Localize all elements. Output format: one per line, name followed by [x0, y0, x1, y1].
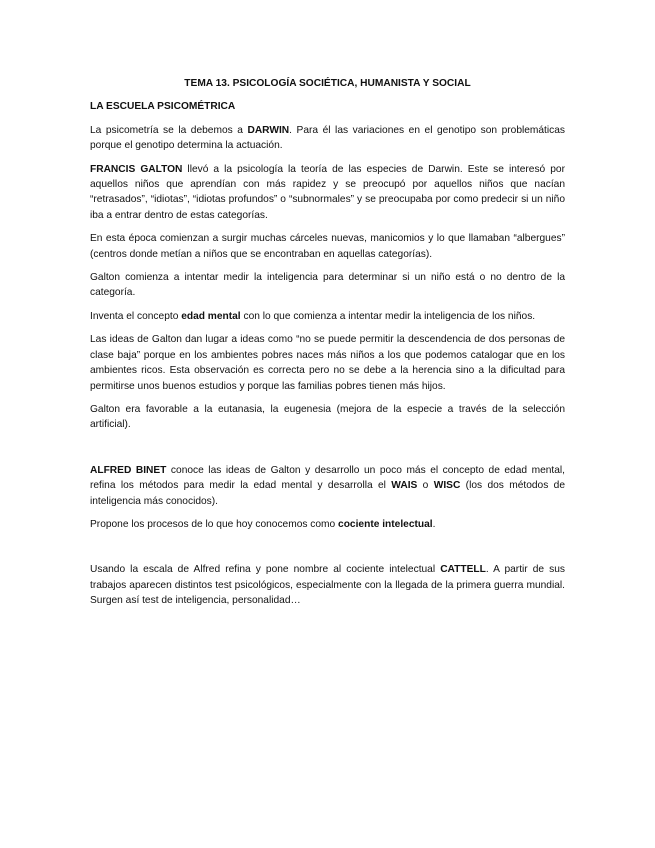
- bold-cociente-intelectual: cociente intelectual: [338, 518, 433, 530]
- paragraph-carceles: En esta época comienzan a surgir muchas cárceles nuevas, manicomios y lo que llamaban “albergues” (centros donde metían a niños que se encontraban en aquellas categorías).: [90, 233, 565, 260]
- paragraph-cattell: Usando la escala de Alfred refina y pone nombre al cociente intelectual CATTELL. A partir de sus trabajos aparecen distintos test psicológicos, especialmente con la llegada de la primera guerra mundial. Surgen así test de inteligencia, personalidad…: [90, 564, 565, 607]
- document-body: [90, 76, 565, 617]
- paragraph-galton-medir: Galton comienza a intentar medir la inteligencia para determinar si un niño está o no dentro de la categoría.: [90, 272, 565, 299]
- bold-darwin: DARWIN: [247, 124, 290, 136]
- bold-alfred-binet: ALFRED BINET: [90, 464, 167, 476]
- paragraph-galton: FRANCIS GALTON llevó a la psicología la teoría de las especies de Darwin. Este se interesó por aquellos niños que aprendían con más rapidez y se preocupó por aquellos niños que nacían “retrasados”, “idiotas”, “idiotas profundos” o “subnormales” y se preocupaba por como predecir si un niño iba a entrar dentro de estas categorías.: [90, 163, 565, 221]
- section-heading: LA ESCUELA PSICOMÉTRICA: [90, 101, 236, 113]
- bold-wais: WAIS: [391, 480, 418, 492]
- bold-francis-galton: FRANCIS GALTON: [90, 163, 183, 175]
- paragraph-edad-mental: Inventa el concepto edad mental con lo que comienza a intentar medir la inteligencia de los niños.: [90, 310, 536, 322]
- paragraph-cociente: Propone los procesos de lo que hoy conocemos como cociente intelectual.: [90, 518, 436, 530]
- document-title: TEMA 13. PSICOLOGÍA SOCIÉTICA, HUMANISTA Y SOCIAL: [184, 78, 471, 89]
- paragraph-eutanasia: Galton era favorable a la eutanasia, la eugenesia (mejora de la especie a través de la selección artificial).: [90, 403, 565, 431]
- bold-edad-mental: edad mental: [181, 310, 241, 322]
- bold-cattell: CATTELL: [440, 564, 486, 576]
- paragraph-psicometria: La psicometría se la debemos a DARWIN. Para él las variaciones en el genotipo son problemáticas porque el genotipo determina la actuación.: [90, 124, 566, 152]
- paragraph-binet: ALFRED BINET conoce las ideas de Galton y desarrollo un poco más el concepto de edad mental, refina los métodos para medir la edad mental y desarrolla el WAIS o WISC (los dos métodos de inteligencia más conocidos).: [90, 464, 565, 507]
- spacer: [90, 441, 565, 463]
- bold-wisc: WISC: [433, 480, 461, 492]
- spacer: [90, 540, 565, 562]
- paragraph-ideas-galton: Las ideas de Galton dan lugar a ideas como “no se puede permitir la descendencia de dos personas de clase baja” porque en los ambientes pobres naces más niños a los que podemos catalogar que en los ambientes ricos. Esta observación es correcta pero no se debe a la herencia sino a la dificultad para permitirse unos buenos estudios y porque las familias pobres tienen más hijos.: [90, 334, 565, 392]
